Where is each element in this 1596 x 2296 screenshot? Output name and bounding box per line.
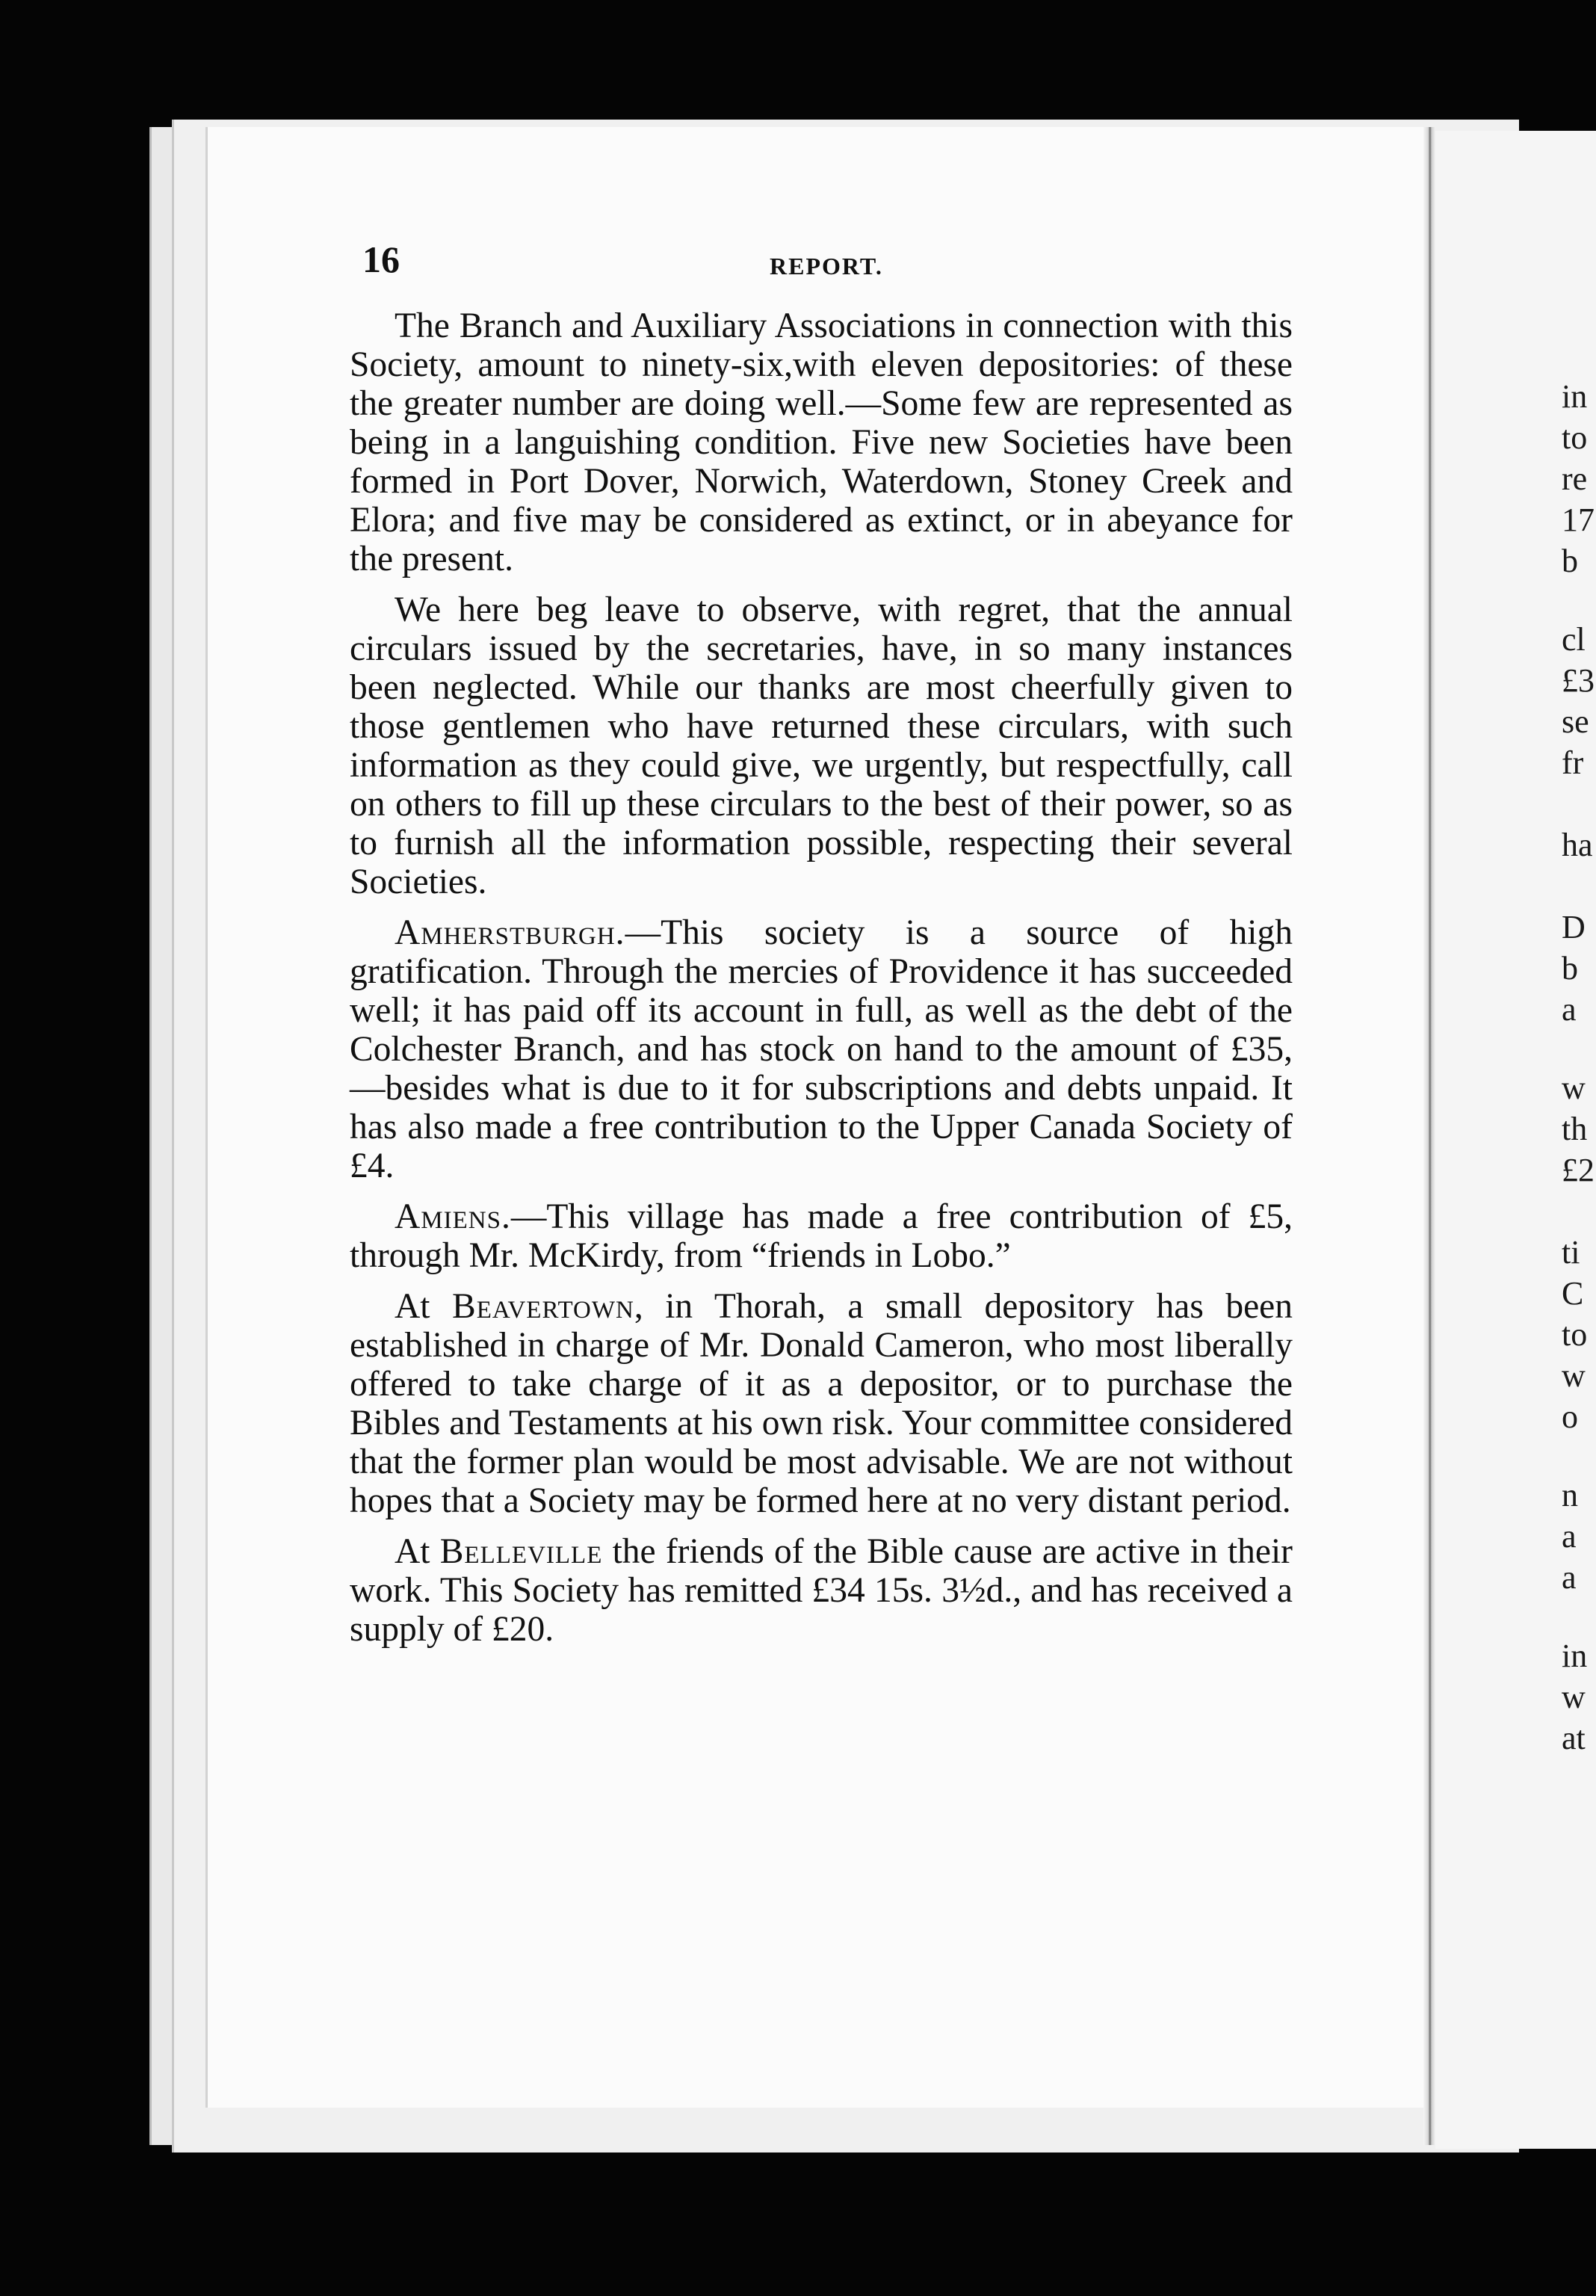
facing-page-fragment: w xyxy=(1562,1357,1586,1394)
paragraph xyxy=(350,1197,1293,1275)
facing-page-fragment: fr xyxy=(1562,744,1584,781)
facing-page-fragment: b xyxy=(1562,543,1578,579)
facing-page-fragment: se xyxy=(1562,703,1589,740)
paragraph-text: —This society is a source of high gratification. Through the mercies of Providence it has succeeded well; it has paid off its account in full, as well as the debt of the Colchester Branch, and has stock on hand to the amount of £35,—besides what is due to it for subscriptions and debts unpaid. It has also made a free contribution to the Upper Canada Society of £4. xyxy=(350,913,1293,1185)
page-number: 16 xyxy=(362,238,400,280)
place-name: Amiens. xyxy=(395,1197,511,1236)
paragraph-prefix: At xyxy=(395,1532,440,1571)
facing-page-fragment: a xyxy=(1562,1518,1577,1555)
page-body xyxy=(350,306,1293,1661)
facing-page-fragment: o xyxy=(1562,1398,1578,1435)
facing-page-fragment: in xyxy=(1562,1638,1588,1674)
facing-page-fragment: in xyxy=(1562,378,1588,415)
facing-page-fragment: ti xyxy=(1562,1234,1580,1271)
book-gutter xyxy=(1423,127,1435,2145)
facing-page-fragment: re xyxy=(1562,460,1588,497)
paragraph-text: , in Thorah, a small depository has been established in charge of Mr. Donald Cameron, who most liberally offered to take charge of it as a depositor, or to purchase the Bibles and Testaments at his own risk. Your committee considered that the former plan would be most advisable. We are not without hopes that a Society may be formed here at no very distant period. xyxy=(350,1287,1293,1520)
facing-page-fragment: ha xyxy=(1562,827,1593,863)
facing-page-fragment: w xyxy=(1562,1070,1586,1106)
facing-page-fragment: to xyxy=(1562,419,1588,456)
facing-page-fragment: 17 xyxy=(1562,502,1595,538)
page-header xyxy=(362,238,1304,290)
paragraph-text: The Branch and Auxiliary Associations in connection with this Society, amount to ninety-six,with eleven depositories: of these the greater number are doing well.—Some few are represented as being in a languishing condition. Five new Societies have been formed in Port Dover, Norwich, Waterdown, Stoney Creek and Elora; and five may be considered as extinct, or in abeyance for the present. xyxy=(350,306,1293,578)
facing-page-fragment: cl xyxy=(1562,621,1586,658)
paragraph-text: We here beg leave to observe, with regret, that the annual circulars issued by the secretaries, have, in so many instances been neglected. While our thanks are most cheerfully given to those gentlemen who have returned these circulars, with such information as they could give, we urgently, but respectfully, call on others to fill up these circulars to the best of their power, so as to furnish all the information possible, respecting their several Societies. xyxy=(350,590,1293,901)
facing-page-fragment: D xyxy=(1562,909,1586,945)
facing-page-fragment: at xyxy=(1562,1720,1586,1756)
facing-page-fragment: w xyxy=(1562,1679,1586,1715)
paragraph-text: —This village has made a free contribution of £5, through Mr. McKirdy, from “friends in Lobo.” xyxy=(350,1197,1293,1275)
facing-page-fragment: £3 xyxy=(1562,662,1595,699)
facing-page-fragment: C xyxy=(1562,1275,1584,1312)
facing-page-fragment: £2 xyxy=(1562,1152,1595,1188)
place-name: Amherstburgh. xyxy=(395,913,625,952)
facing-page-fragment: n xyxy=(1562,1477,1578,1513)
paragraph xyxy=(350,913,1293,1185)
paragraph-text: the friends of the Bible cause are active in their work. This Society has remitted £34 15s. 3½d., and has received a supply of £20. xyxy=(350,1532,1293,1649)
paragraph xyxy=(350,1532,1293,1649)
facing-page-fragment: th xyxy=(1562,1111,1588,1147)
facing-page-fragment: a xyxy=(1562,1559,1577,1596)
facing-page-fragment: b xyxy=(1562,950,1578,987)
facing-page-fragment: to xyxy=(1562,1316,1588,1353)
paragraph xyxy=(350,1287,1293,1520)
place-name: Beavertown xyxy=(452,1287,634,1326)
paragraph xyxy=(350,306,1293,578)
place-name: Belleville xyxy=(439,1532,603,1571)
running-head: REPORT. xyxy=(770,253,883,280)
paragraph-prefix: At xyxy=(395,1287,453,1326)
paragraph xyxy=(350,590,1293,901)
facing-page-fragment: a xyxy=(1562,991,1577,1028)
